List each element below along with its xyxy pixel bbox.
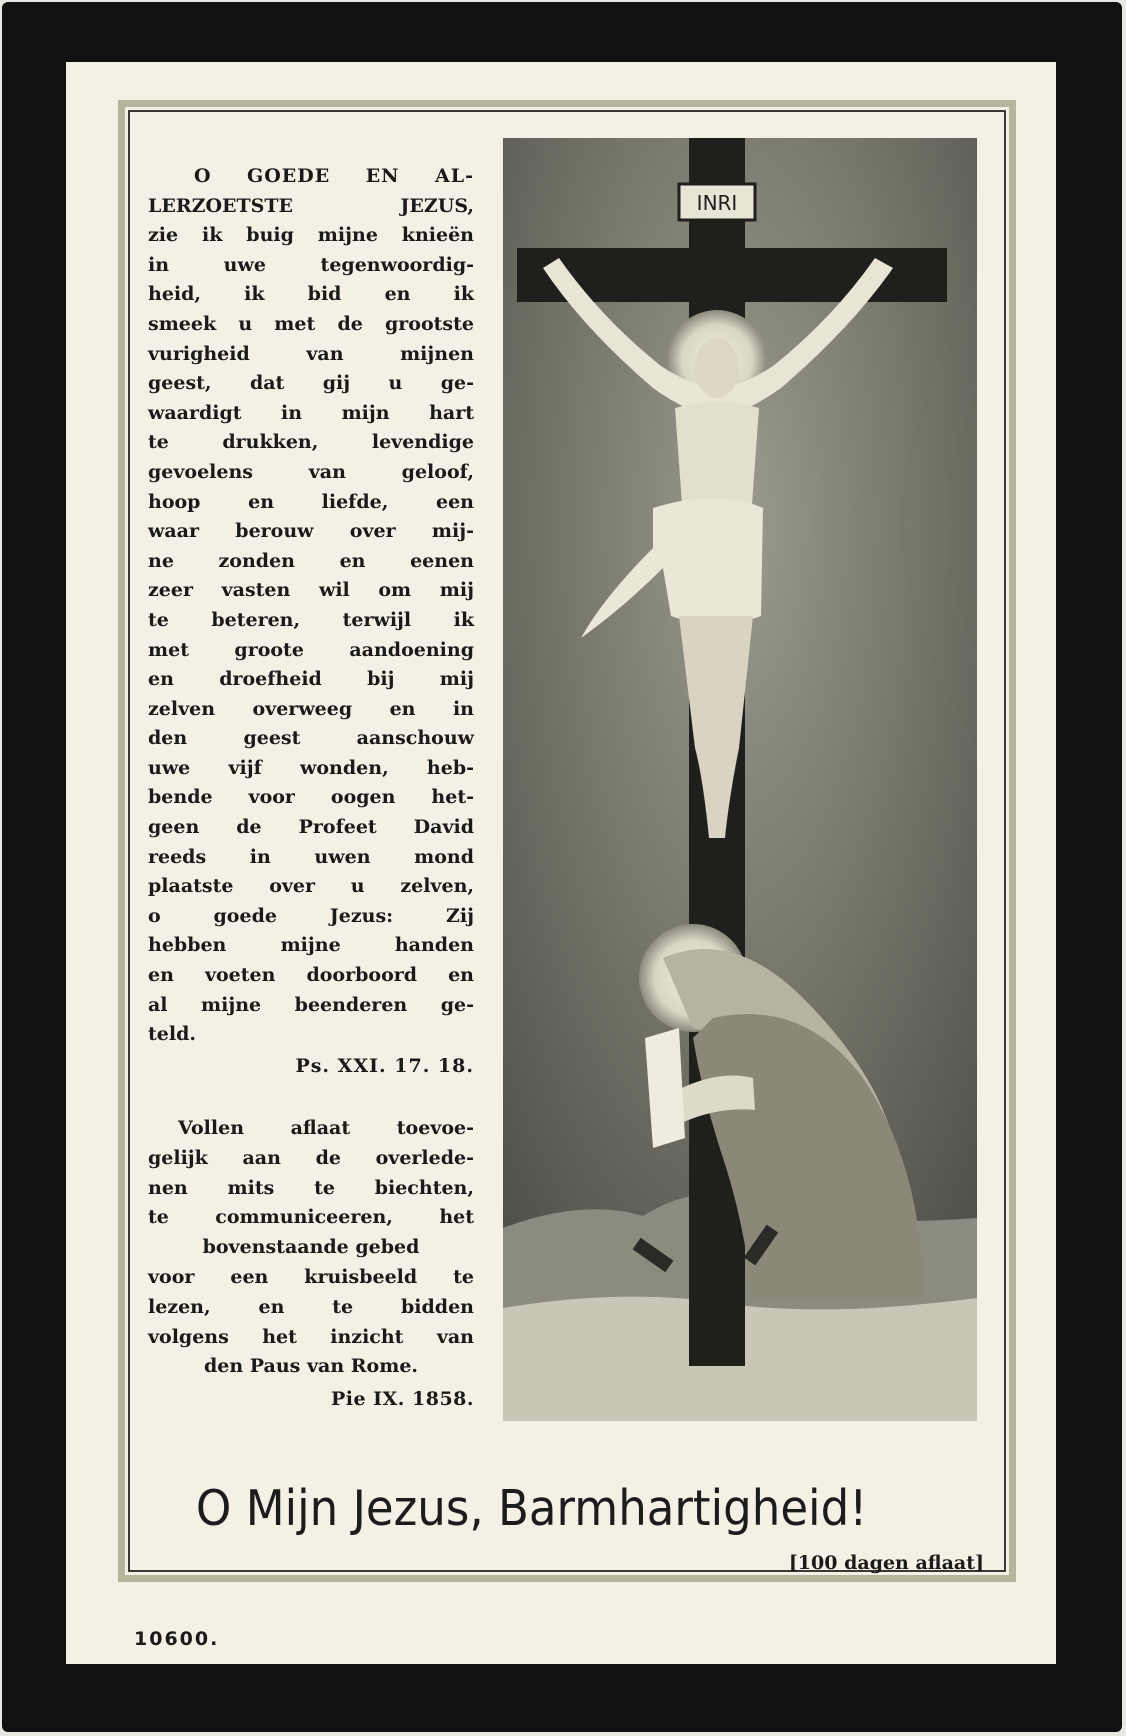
christ-head <box>695 338 739 398</box>
prayer-line: hoop en liefde, een <box>148 490 474 513</box>
prayer-text <box>148 162 474 1050</box>
prayer-line: heid, ik bid en ik <box>148 283 474 306</box>
prayer-line: hebben mijne handen <box>148 934 474 957</box>
prayer-line: met groote aandoening <box>148 638 474 661</box>
prayer-line: in uwe tegenwoordig- <box>148 253 474 276</box>
crucifixion-engraving <box>503 138 977 1421</box>
indulgence-line: te communiceeren, het <box>148 1206 474 1229</box>
prayer-line: zelven overweeg en in <box>148 697 474 720</box>
papal-signature: Pie IX. 1858. <box>330 1388 474 1410</box>
indulgence-line: den Paus van Rome. <box>203 1355 419 1378</box>
prayer-line: bende voor oogen het- <box>148 786 474 809</box>
indulgence-line: Vollen aflaat toevoe- <box>178 1117 474 1139</box>
indulgence-note: [100 dagen aflaat] <box>788 1552 984 1574</box>
indulgence-line: nen mits te biechten, <box>148 1176 474 1199</box>
prayer-line: zie ik buig mijne knieën <box>148 224 474 247</box>
psalm-citation: Ps. XXI. 17. 18. <box>295 1055 474 1077</box>
prayer-line: en droefheid bij mij <box>148 668 474 691</box>
prayer-line: reeds in uwen mond <box>148 845 474 868</box>
crucifixion-illustration <box>503 138 977 1421</box>
prayer-line: smeek u met de grootste <box>148 312 474 335</box>
prayer-line: teld. <box>148 1023 196 1046</box>
prayer-line: waar berouw over mij- <box>148 520 474 543</box>
prayer-line: gevoelens van geloof, <box>148 460 474 483</box>
prayer-line: zeer vasten wil om mij <box>148 579 474 602</box>
print-number: 10600. <box>134 1628 220 1650</box>
titulus-inscription: INRI <box>696 191 738 215</box>
prayer-line: en voeten doorboord en <box>148 964 474 987</box>
prayer-line: o goede Jezus: Zij <box>148 904 474 927</box>
prayer-line: al mijne beenderen ge- <box>148 993 474 1016</box>
indulgence-line: bovenstaande gebed <box>202 1236 420 1259</box>
prayer-line: geest, dat gij u ge- <box>148 372 474 395</box>
prayer-line: te beteren, terwijl ik <box>148 608 474 631</box>
indulgence-line: voor een kruisbeeld te <box>148 1265 474 1288</box>
indulgence-text <box>148 1114 474 1382</box>
prayer-line: O GOEDE EN AL- <box>194 165 474 187</box>
prayer-line: vurigheid van mijnen <box>148 342 474 365</box>
indulgence-line: volgens het inzicht van <box>148 1325 474 1348</box>
prayer-line: waardigt in mijn hart <box>148 401 474 424</box>
prayer-line: plaatste over u zelven, <box>148 875 474 898</box>
indulgence-line: gelijk aan de overlede- <box>148 1146 474 1169</box>
prayer-line: uwe vijf wonden, heb- <box>148 756 474 779</box>
prayer-line: den geest aanschouw <box>148 727 474 750</box>
prayer-line: geen de Profeet David <box>148 816 474 839</box>
indulgence-line: lezen, en te bidden <box>148 1295 474 1318</box>
invocation-heading: O Mijn Jezus, Barmhartigheid! <box>195 1480 868 1537</box>
prayer-line: ne zonden en eenen <box>148 549 474 572</box>
prayer-line: te drukken, levendige <box>148 431 474 454</box>
prayer-line: LERZOETSTE JEZUS, <box>148 194 474 217</box>
